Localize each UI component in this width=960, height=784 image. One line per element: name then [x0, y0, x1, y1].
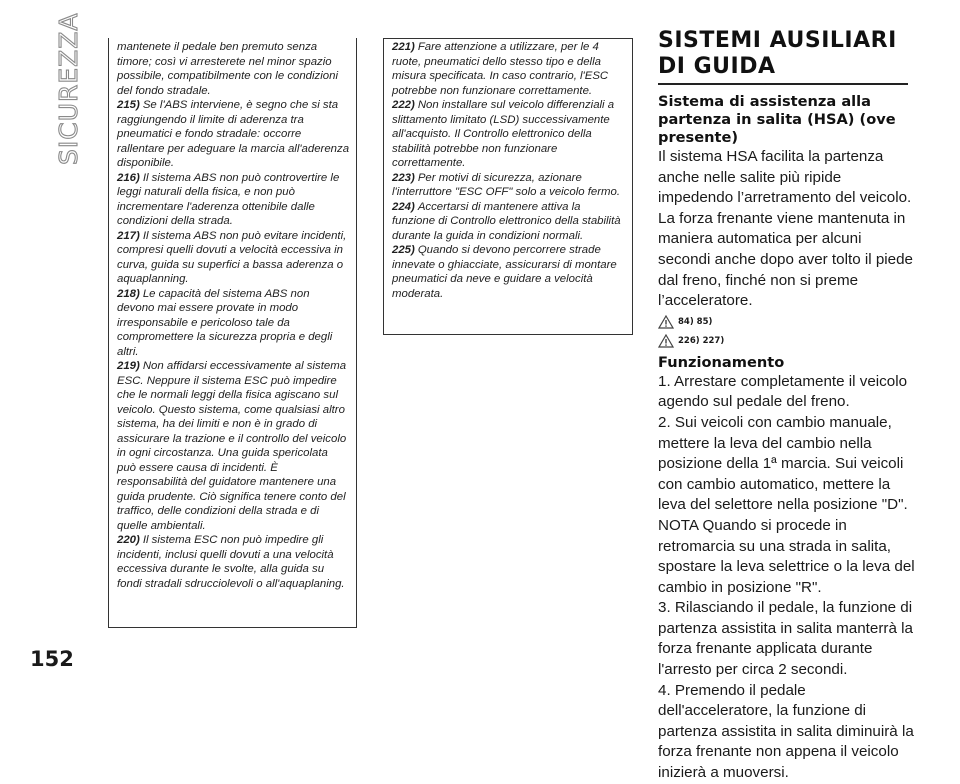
main-column — [658, 28, 918, 784]
warning-text: Se l'ABS interviene, è segno che si sta raggiungendo il limite di aderenza tra pneumatici e fondo stradale: occorre rallentare per adeguare la marcia all'aderenza disponibile. — [117, 99, 350, 169]
warnings-box-middle — [383, 38, 633, 335]
title-underline — [658, 83, 908, 85]
warning-note — [117, 171, 350, 229]
warning-note — [117, 98, 350, 171]
warning-text: Il sistema ABS non può evitare incidenti, compresi quelli dovuti a velocità eccessiva in curva, guida su superfici a bassa aderenza o aquaplanning. — [117, 229, 347, 285]
warning-text: Fare attenzione a utilizzare, per le 4 ruote, pneumatici dello stesso tipo e della misura specificata. In caso contrario, l'ESC potrebbe non funzionare correttamente. — [392, 41, 609, 97]
warning-number: 220) — [117, 534, 140, 546]
warning-note — [392, 171, 626, 200]
functioning-note: NOTA Quando si procede in retromarcia su una strada in salita, spostare la leva selettrice o la leva del cambio in posizione "R". — [658, 516, 915, 596]
warning-text: Per motivi di sicurezza, azionare l'interruttore "ESC OFF" solo a veicolo fermo. — [392, 171, 621, 198]
warning-text: Non affidarsi eccessivamente al sistema ESC. Neppure il sistema ESC può impedire che le normali leggi della fisica agiscano sul veicolo. Questo sistema, come qualsiasi altro sistema, ha dei limiti e non è in grado di assicurare la trazione e il controllo del veicolo in ogni circostanza. Una guida spericolata può essere causa di incidenti. È responsabilità del guidatore mantenere una guida prudente. Ciò significa tenere conto del traffico, delle condizioni della strada e di quelle ambientali. — [117, 360, 347, 532]
box-top-rule — [384, 38, 632, 39]
warning-note — [392, 40, 626, 98]
warning-note — [117, 229, 350, 287]
warnings-box-left — [108, 38, 357, 628]
section-title-line-1: SISTEMI AUSILIARI — [658, 28, 897, 53]
functioning-heading: Funzionamento — [658, 353, 785, 371]
functioning-step: 2. Sui veicoli con cambio manuale, mettere la leva del cambio nella posizione della 1ª marcia. Sui veicoli con cambio automatico, mettere la leva del selettore nella posizione "D". — [658, 413, 908, 514]
warning-reference-row — [658, 314, 918, 331]
hsa-heading: Sistema di assistenza alla partenza in salita (HSA) (ove presente) — [658, 93, 896, 146]
warning-text: mantenete il pedale ben premuto senza timore; così vi arresterete nel minor spazio possibile, compatibilmente con le condizioni del fondo stradale. — [117, 41, 338, 97]
warning-note — [117, 40, 350, 98]
section-title-line-2: DI GUIDA — [658, 54, 776, 79]
hsa-body: Il sistema HSA facilita la partenza anche nelle salite più ripide impedendo l’arretramento del veicolo. La forza frenante viene mantenuta in maniera automatica per alcuni secondi anche dopo aver tolto il piede dal freno, finché non si preme l’acceleratore. — [658, 148, 913, 310]
warning-number: 222) — [392, 99, 415, 111]
warning-references: 226) 227) — [678, 336, 725, 347]
warning-number: 223) — [392, 171, 415, 184]
warning-triangle-icon — [658, 315, 674, 329]
warning-number: 225) — [392, 244, 415, 256]
functioning-step: 4. Premendo il pedale dell'acceleratore, la funzione di partenza assistita in salita diminuirà la forza frenante non appena il veicolo inizierà a muoversi. — [658, 681, 914, 782]
warning-text: Accertarsi di mantenere attiva la funzione di Controllo elettronico della stabilità durante la guida in condizioni normali. — [392, 200, 621, 242]
warning-number: 215) — [117, 99, 140, 111]
warning-note — [117, 359, 350, 533]
page-number: 152 — [30, 647, 74, 671]
warning-note — [392, 98, 626, 171]
warning-text: Il sistema ABS non può controvertire le leggi naturali della fisica, e non può incrementare l'aderenza ottenibile dalle condizioni della strada. — [117, 171, 340, 227]
warning-number: 217) — [117, 229, 140, 242]
section-side-label: SICUREZZA — [54, 12, 83, 165]
warning-text: Quando si devono percorrere strade innevate o ghiacciate, assicurarsi di montare pneumatici da neve e guidare a velocità moderata. — [392, 244, 617, 300]
warning-number: 224) — [392, 200, 415, 213]
warning-references: 84) 85) — [678, 317, 713, 328]
warning-note — [117, 287, 350, 360]
warning-note — [392, 200, 626, 244]
warning-note — [392, 243, 626, 301]
warning-text: Le capacità del sistema ABS non devono mai essere provate in modo irresponsabile e pericoloso tale da compromettere la sicurezza propria e degli altri. — [117, 287, 333, 358]
section-title — [658, 28, 918, 80]
warning-text: Il sistema ESC non può impedire gli incidenti, inclusi quelli dovuti a una velocità eccessiva durante le svolte, alla guida su fondi stradali sdrucciolevoli o all'aquaplaning. — [117, 534, 345, 590]
functioning-step: 1. Arrestare completamente il veicolo agendo sul pedale del freno. — [658, 372, 908, 411]
warning-number: 216) — [117, 171, 140, 184]
warning-text: Non installare sul veicolo differenziali a slittamento limitato (LSD) successivamente all'acquisto. Il Controllo elettronico della stabilità potrebbe non funzionare correttamente. — [392, 99, 615, 169]
warning-number: 221) — [392, 41, 415, 53]
warning-triangle-icon — [658, 334, 674, 348]
functioning-step: 3. Rilasciando il pedale, la funzione di partenza assistita in salita manterrà la forza frenante applicata durante l'arresto per circa 2 secondi. — [658, 599, 913, 679]
warning-number: 219) — [117, 360, 140, 372]
warning-note — [117, 533, 350, 591]
warning-reference-row — [658, 333, 918, 350]
warning-number: 218) — [117, 287, 140, 300]
